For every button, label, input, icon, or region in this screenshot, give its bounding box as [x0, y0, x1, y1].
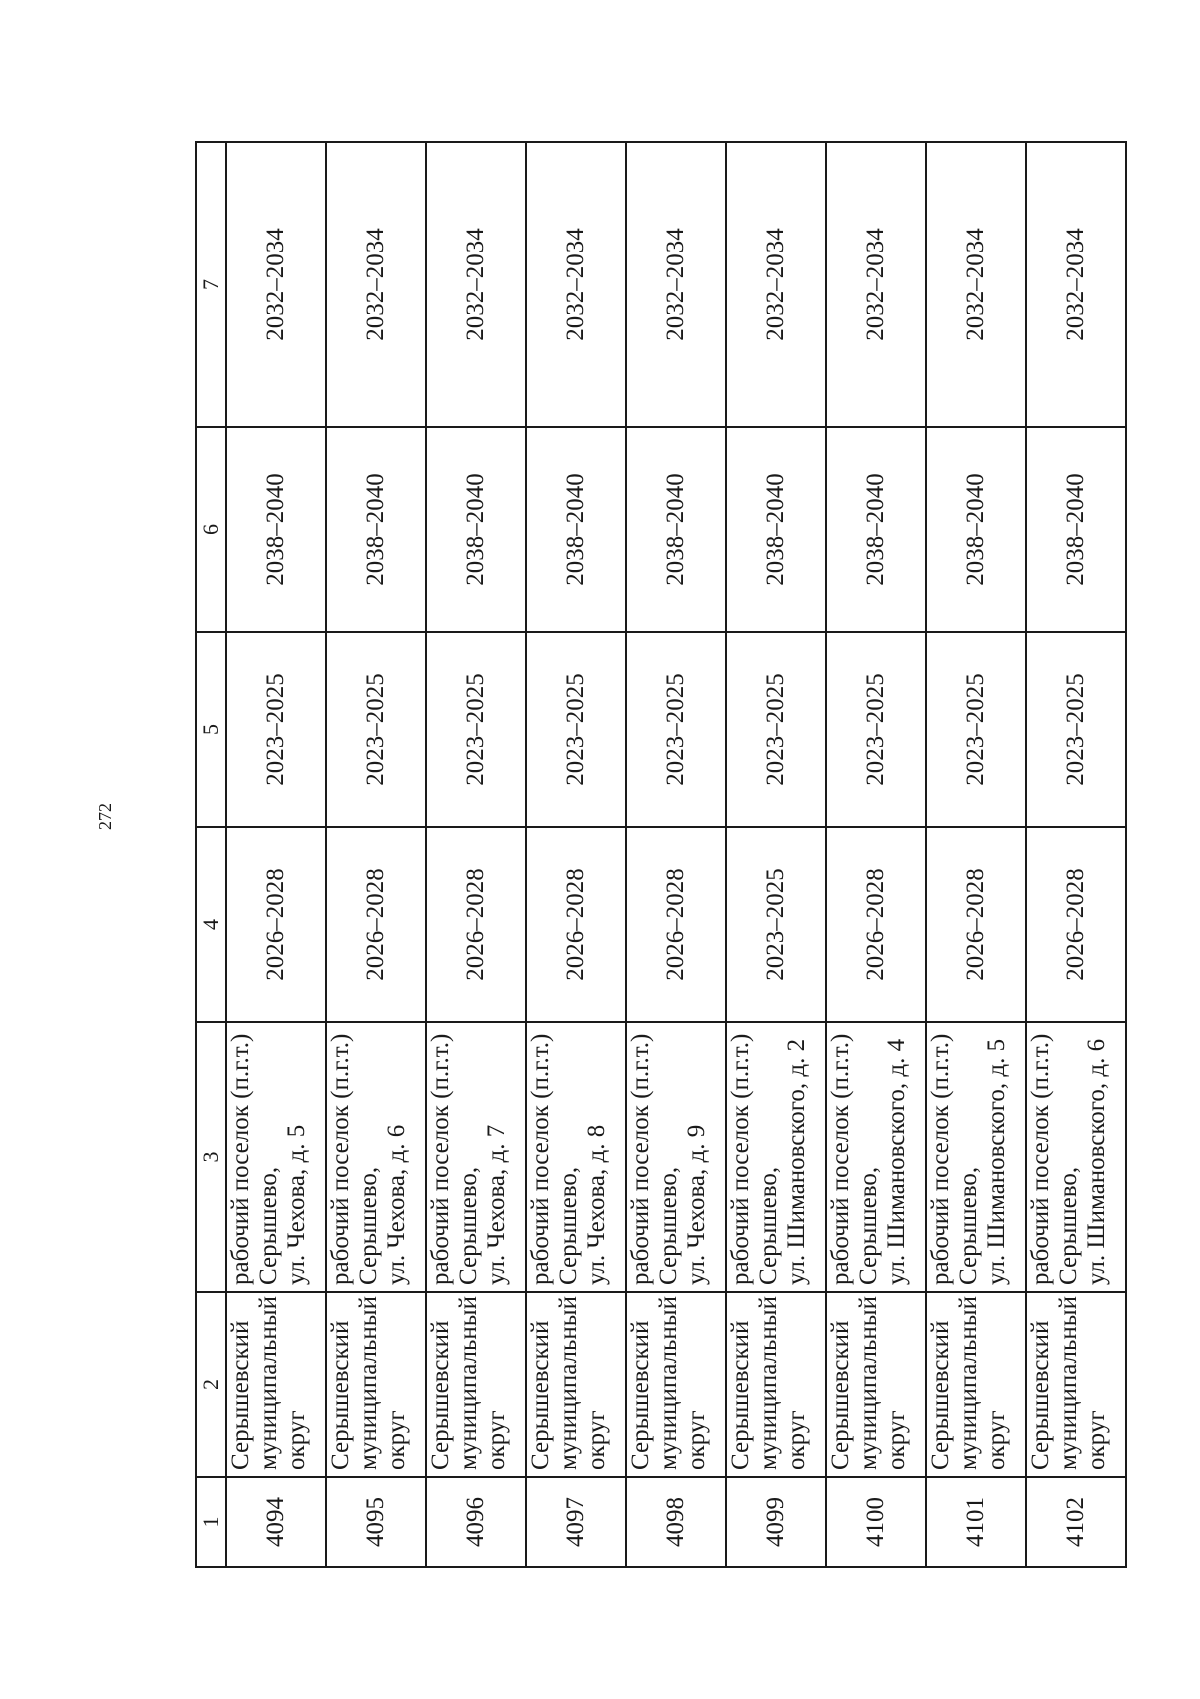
district-line: Серышевский: [527, 1320, 554, 1470]
period-col5-cell: 2023–2025: [826, 632, 926, 827]
period-col4-cell: 2026–2028: [426, 827, 526, 1022]
address-line: Серышево,: [355, 1166, 382, 1285]
district-cell: [1026, 1292, 1126, 1477]
period-col7-cell: 2032–2034: [326, 142, 426, 427]
table-row: [426, 142, 526, 1567]
district-line: округ: [383, 1410, 410, 1470]
period-col7-cell: 2032–2034: [826, 142, 926, 427]
district-line: муниципальный: [1055, 1296, 1082, 1470]
period-col5-cell: 2023–2025: [726, 632, 826, 827]
district-line: муниципальный: [255, 1296, 282, 1470]
header-cell: 5: [196, 632, 226, 827]
district-line: округ: [1083, 1410, 1110, 1470]
address-line: Серышево,: [755, 1166, 782, 1285]
period-col5-cell: 2023–2025: [326, 632, 426, 827]
district-cell: [526, 1292, 626, 1477]
period-col6-cell: 2038–2040: [526, 427, 626, 632]
table-row: [526, 142, 626, 1567]
district-line: округ: [783, 1410, 810, 1470]
table-row: [226, 142, 326, 1567]
district-line: муниципальный: [955, 1296, 982, 1470]
row-number-cell: 4098: [626, 1477, 726, 1567]
district-line: округ: [583, 1410, 610, 1470]
address-line: рабочий поселок (п.г.т.): [1027, 1033, 1054, 1285]
district-cell: [926, 1292, 1026, 1477]
district-line: Серышевский: [627, 1320, 654, 1470]
period-col7-cell: 2032–2034: [626, 142, 726, 427]
address-line: Серышево,: [255, 1166, 282, 1285]
district-line: Серышевский: [727, 1320, 754, 1470]
period-col7-cell: 2032–2034: [726, 142, 826, 427]
period-col4-cell: 2026–2028: [526, 827, 626, 1022]
period-col4-cell: 2026–2028: [226, 827, 326, 1022]
period-col6-cell: 2038–2040: [726, 427, 826, 632]
period-col7-cell: 2032–2034: [226, 142, 326, 427]
period-col4-cell: 2026–2028: [926, 827, 1026, 1022]
address-line: Серышево,: [655, 1166, 682, 1285]
header-row: [196, 142, 226, 1567]
period-col6-cell: 2038–2040: [1026, 427, 1126, 632]
address-line: ул. Чехова, д. 6: [383, 1124, 410, 1285]
row-number-cell: 4095: [326, 1477, 426, 1567]
period-col7-cell: 2032–2034: [926, 142, 1026, 427]
period-col6-cell: 2038–2040: [326, 427, 426, 632]
page-number: 272: [95, 803, 115, 830]
address-cell: [326, 1022, 426, 1292]
district-line: муниципальный: [655, 1296, 682, 1470]
address-cell: [626, 1022, 726, 1292]
address-line: ул. Чехова, д. 5: [283, 1124, 310, 1285]
address-line: Серышево,: [955, 1166, 982, 1285]
district-line: Серышевский: [1027, 1320, 1054, 1470]
row-number-cell: 4097: [526, 1477, 626, 1567]
address-line: ул. Шимановского, д. 5: [983, 1038, 1010, 1285]
district-cell: [826, 1292, 926, 1477]
table-row: [626, 142, 726, 1567]
period-col6-cell: 2038–2040: [426, 427, 526, 632]
row-number-cell: 4100: [826, 1477, 926, 1567]
district-cell: [326, 1292, 426, 1477]
district-line: муниципальный: [355, 1296, 382, 1470]
address-line: ул. Шимановского, д. 6: [1083, 1038, 1110, 1285]
row-number-cell: 4099: [726, 1477, 826, 1567]
period-col5-cell: 2023–2025: [926, 632, 1026, 827]
table-row: [826, 142, 926, 1567]
district-cell: [226, 1292, 326, 1477]
period-col5-cell: 2023–2025: [626, 632, 726, 827]
district-cell: [726, 1292, 826, 1477]
period-col4-cell: 2026–2028: [1026, 827, 1126, 1022]
header-cell: 7: [196, 142, 226, 427]
district-line: муниципальный: [455, 1296, 482, 1470]
district-line: округ: [483, 1410, 510, 1470]
address-cell: [1026, 1022, 1126, 1292]
period-col6-cell: 2038–2040: [826, 427, 926, 632]
address-cell: [726, 1022, 826, 1292]
period-col5-cell: 2023–2025: [526, 632, 626, 827]
address-line: ул. Шимановского, д. 2: [783, 1038, 810, 1285]
period-col5-cell: 2023–2025: [426, 632, 526, 827]
district-line: округ: [983, 1410, 1010, 1470]
address-line: рабочий поселок (п.г.т.): [527, 1033, 554, 1285]
address-line: рабочий поселок (п.г.т.): [627, 1033, 654, 1285]
district-line: округ: [683, 1410, 710, 1470]
address-cell: [426, 1022, 526, 1292]
district-cell: [426, 1292, 526, 1477]
address-line: Серышево,: [1055, 1166, 1082, 1285]
period-col4-cell: 2026–2028: [326, 827, 426, 1022]
table-row: [1026, 142, 1126, 1567]
table-row: [326, 142, 426, 1567]
header-cell: 3: [196, 1022, 226, 1292]
header-cell: 4: [196, 827, 226, 1022]
rotated-table-container: [195, 143, 1125, 1568]
district-line: Серышевский: [227, 1320, 254, 1470]
period-col7-cell: 2032–2034: [1026, 142, 1126, 427]
period-col4-cell: 2026–2028: [626, 827, 726, 1022]
address-cell: [226, 1022, 326, 1292]
period-col6-cell: 2038–2040: [626, 427, 726, 632]
header-cell: 2: [196, 1292, 226, 1477]
district-line: Серышевский: [927, 1320, 954, 1470]
address-line: рабочий поселок (п.г.т.): [327, 1033, 354, 1285]
table-row: [926, 142, 1026, 1567]
row-number-cell: 4102: [1026, 1477, 1126, 1567]
address-line: ул. Чехова, д. 8: [583, 1124, 610, 1285]
address-line: Серышево,: [455, 1166, 482, 1285]
address-cell: [926, 1022, 1026, 1292]
address-line: Серышево,: [855, 1166, 882, 1285]
period-col7-cell: 2032–2034: [526, 142, 626, 427]
district-line: Серышевский: [827, 1320, 854, 1470]
address-line: рабочий поселок (п.г.т.): [727, 1033, 754, 1285]
row-number-cell: 4101: [926, 1477, 1026, 1567]
district-line: муниципальный: [755, 1296, 782, 1470]
district-line: Серышевский: [327, 1320, 354, 1470]
period-col7-cell: 2032–2034: [426, 142, 526, 427]
address-line: ул. Шимановского, д. 4: [883, 1038, 910, 1285]
period-col5-cell: 2023–2025: [1026, 632, 1126, 827]
row-number-cell: 4094: [226, 1477, 326, 1567]
address-line: ул. Чехова, д. 9: [683, 1124, 710, 1285]
district-line: округ: [883, 1410, 910, 1470]
address-cell: [526, 1022, 626, 1292]
header-cell: 6: [196, 427, 226, 632]
period-col6-cell: 2038–2040: [226, 427, 326, 632]
period-col6-cell: 2038–2040: [926, 427, 1026, 632]
address-cell: [826, 1022, 926, 1292]
row-number-cell: 4096: [426, 1477, 526, 1567]
district-line: муниципальный: [555, 1296, 582, 1470]
table-row: [726, 142, 826, 1567]
district-cell: [626, 1292, 726, 1477]
period-col4-cell: 2023–2025: [726, 827, 826, 1022]
address-line: рабочий поселок (п.г.т.): [427, 1033, 454, 1285]
address-line: Серышево,: [555, 1166, 582, 1285]
address-line: рабочий поселок (п.г.т.): [927, 1033, 954, 1285]
table-body: [226, 142, 1126, 1567]
period-col5-cell: 2023–2025: [226, 632, 326, 827]
district-line: округ: [283, 1410, 310, 1470]
address-line: рабочий поселок (п.г.т.): [227, 1033, 254, 1285]
address-line: рабочий поселок (п.г.т.): [827, 1033, 854, 1285]
period-col4-cell: 2026–2028: [826, 827, 926, 1022]
district-line: Серышевский: [427, 1320, 454, 1470]
district-line: муниципальный: [855, 1296, 882, 1470]
schedule-table: [195, 141, 1127, 1568]
address-line: ул. Чехова, д. 7: [483, 1124, 510, 1285]
header-cell: 1: [196, 1477, 226, 1567]
